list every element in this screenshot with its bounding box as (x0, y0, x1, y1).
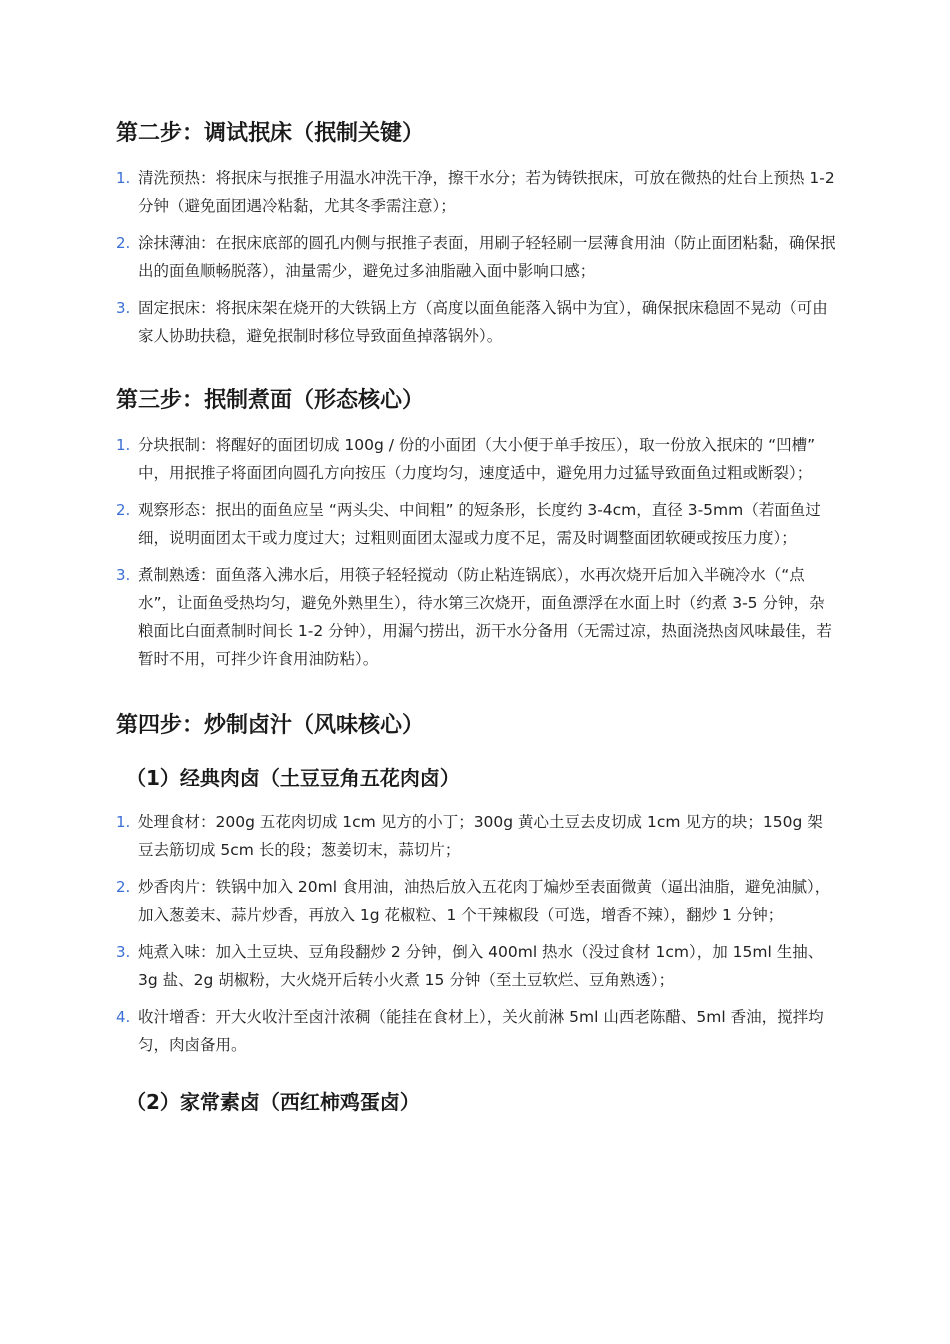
list-item (116, 164, 836, 220)
step-2-list (116, 164, 836, 350)
list-item-text: 固定抿床：将抿床架在烧开的大铁锅上方（高度以面鱼能落入锅中为宜），确保抿床稳固不晃动（可由家人协助扶稳，避免抿制时移位导致面鱼掉落锅外）。 (138, 299, 828, 345)
list-item-text: 煮制熟透：面鱼落入沸水后，用筷子轻轻搅动（防止粘连锅底），水再次烧开后加入半碗冷水（“点水”，让面鱼受热均匀，避免外熟里生），待水第三次烧开，面鱼漂浮在水面上时（约煮 3-5 分钟，杂粮面比白面煮制时间长 1-2 分钟），用漏勺捞出，沥干水分备用（无需过凉，热面浇热卤风味最佳，若暂时不用，可拌少许食用油防粘）。 (138, 566, 832, 668)
list-item (116, 294, 836, 350)
list-number: 3. (116, 943, 131, 961)
list-number: 1. (116, 169, 131, 187)
document-content (116, 112, 836, 1120)
list-item-text: 收汁增香：开大火收汁至卤汁浓稠（能挂在食材上），关火前淋 5ml 山西老陈醋、5ml 香油，搅拌均匀，肉卤备用。 (138, 1008, 824, 1054)
list-item (116, 938, 836, 994)
list-number: 2. (116, 878, 131, 896)
list-item (116, 496, 836, 552)
list-item-text: 涂抹薄油：在抿床底部的圆孔内侧与抿推子表面，用刷子轻轻刷一层薄食用油（防止面团粘黏，确保抿出的面鱼顺畅脱落），油量需少，避免过多油脂融入面中影响口感； (138, 234, 836, 280)
list-number: 4. (116, 1008, 131, 1026)
meat-sauce-list (116, 808, 836, 1059)
list-item (116, 873, 836, 929)
list-number: 3. (116, 566, 131, 584)
section-title-step-2: 第二步：调试抿床（抿制关键） (116, 121, 425, 146)
subsection-title-meat-sauce: （1）经典肉卤（土豆豆角五花肉卤） (126, 766, 460, 790)
subsection-title-veg-sauce: （2）家常素卤（西红柿鸡蛋卤） (126, 1090, 420, 1114)
list-item-text: 分块抿制：将醒好的面团切成 100g / 份的小面团（大小便于单手按压），取一份放入抿床的 “凹槽” 中，用抿推子将面团向圆孔方向按压（力度均匀，速度适中，避免用力过猛导致面鱼过粗或断裂）； (138, 436, 816, 482)
list-item-text: 炖煮入味：加入土豆块、豆角段翻炒 2 分钟，倒入 400ml 热水（没过食材 1cm），加 15ml 生抽、3g 盐、2g 胡椒粉，大火烧开后转小火煮 15 分钟（至土豆软烂、豆角熟透）； (138, 943, 824, 989)
list-item (116, 431, 836, 487)
section-title-step-3: 第三步：抿制煮面（形态核心） (116, 388, 425, 413)
list-item-text: 炒香肉片：铁锅中加入 20ml 食用油，油热后放入五花肉丁煸炒至表面微黄（逼出油脂，避免油腻），加入葱姜末、蒜片炒香，再放入 1g 花椒粒、1 个干辣椒段（可选，增香不辣），翻炒 1 分钟； (138, 878, 831, 924)
list-item (116, 1003, 836, 1059)
list-number: 3. (116, 299, 131, 317)
list-number: 1. (116, 813, 131, 831)
list-number: 2. (116, 501, 131, 519)
list-item-text: 清洗预热：将抿床与抿推子用温水冲洗干净，擦干水分；若为铸铁抿床，可放在微热的灶台上预热 1-2 分钟（避免面团遇冷粘黏，尤其冬季需注意）； (138, 169, 835, 215)
section-title-step-4: 第四步：炒制卤汁（风味核心） (116, 713, 425, 738)
list-item (116, 229, 836, 285)
list-item-text: 观察形态：抿出的面鱼应呈 “两头尖、中间粗” 的短条形，长度约 3-4cm，直径 3-5mm（若面鱼过细，说明面团太干或力度过大；过粗则面团太湿或力度不足，需及时调整面团软硬或按压力度）； (138, 501, 821, 547)
list-item (116, 808, 836, 864)
list-item (116, 561, 836, 673)
step-3-list (116, 431, 836, 673)
list-number: 2. (116, 234, 131, 252)
list-item-text: 处理食材：200g 五花肉切成 1cm 见方的小丁；300g 黄心土豆去皮切成 1cm 见方的块；150g 架豆去筋切成 5cm 长的段；葱姜切末，蒜切片； (138, 813, 823, 859)
list-number: 1. (116, 436, 131, 454)
